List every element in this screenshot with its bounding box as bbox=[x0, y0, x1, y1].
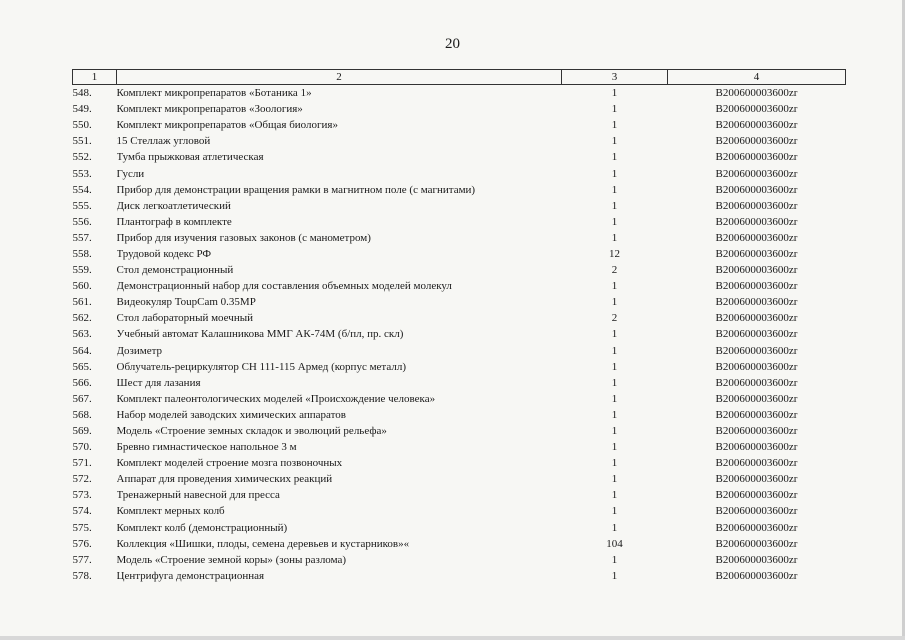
item-code: B200600003600zr bbox=[715, 505, 798, 518]
item-quantity: 1 bbox=[611, 473, 618, 486]
item-code: B200600003600zr bbox=[715, 425, 798, 438]
scan-bottom-edge bbox=[0, 636, 905, 640]
row-number: 551. bbox=[72, 135, 92, 148]
row-number: 559. bbox=[72, 264, 92, 277]
table-row bbox=[73, 149, 846, 165]
row-number: 557. bbox=[72, 231, 92, 244]
item-name: Тумба прыжковая атлетическая bbox=[116, 151, 264, 164]
table-row bbox=[73, 133, 846, 149]
item-name: Аппарат для проведения химических реакций bbox=[116, 473, 333, 486]
item-code: B200600003600zr bbox=[715, 328, 798, 341]
table-row bbox=[73, 278, 846, 294]
table-row bbox=[73, 359, 846, 375]
item-name: Гусли bbox=[116, 167, 145, 180]
item-quantity: 2 bbox=[611, 312, 618, 325]
column-header-quantity: 3 bbox=[562, 70, 668, 85]
item-name: Комплект микропрепаратов «Общая биология» bbox=[116, 119, 338, 132]
table-row bbox=[73, 471, 846, 487]
item-name: Прибор для изучения газовых законов (с манометром) bbox=[116, 231, 371, 244]
item-name: Бревно гимнастическое напольное 3 м bbox=[116, 441, 297, 454]
table-row bbox=[73, 262, 846, 278]
row-number: 549. bbox=[72, 103, 92, 116]
item-code: B200600003600zr bbox=[715, 167, 798, 180]
item-code: B200600003600zr bbox=[715, 296, 798, 309]
item-code: B200600003600zr bbox=[715, 103, 798, 116]
table-header bbox=[73, 70, 846, 85]
table-body bbox=[73, 85, 846, 584]
item-name: Видеокуляр ToupCam 0.35MP bbox=[116, 296, 256, 309]
item-quantity: 1 bbox=[611, 360, 618, 373]
item-name: Облучатель-рециркулятор СН 111-115 Армед (корпус металл) bbox=[116, 360, 406, 373]
item-name: Стол лабораторный моечный bbox=[116, 312, 253, 325]
header-row bbox=[73, 70, 846, 85]
row-number: 577. bbox=[72, 553, 92, 566]
item-quantity: 1 bbox=[611, 87, 618, 100]
item-quantity: 1 bbox=[611, 489, 618, 502]
table-row bbox=[73, 165, 846, 181]
item-quantity: 1 bbox=[611, 231, 618, 244]
table-row bbox=[73, 391, 846, 407]
table-row bbox=[73, 407, 846, 423]
item-code: B200600003600zr bbox=[715, 537, 798, 550]
item-name: Модель «Строение земных складок и эволюций рельефа» bbox=[116, 425, 387, 438]
row-number: 567. bbox=[72, 392, 92, 405]
item-quantity: 1 bbox=[611, 457, 618, 470]
item-code: B200600003600zr bbox=[715, 489, 798, 502]
row-number: 548. bbox=[72, 87, 92, 100]
item-code: B200600003600zr bbox=[715, 344, 798, 357]
item-quantity: 1 bbox=[611, 183, 618, 196]
item-quantity: 1 bbox=[611, 425, 618, 438]
row-number: 553. bbox=[72, 167, 92, 180]
item-name: Комплект микропрепаратов «Ботаника 1» bbox=[116, 87, 312, 100]
table-row bbox=[73, 536, 846, 552]
item-quantity: 1 bbox=[611, 167, 618, 180]
item-quantity: 1 bbox=[611, 553, 618, 566]
item-code: B200600003600zr bbox=[715, 183, 798, 196]
table-row bbox=[73, 294, 846, 310]
table-row bbox=[73, 568, 846, 584]
table-row bbox=[73, 552, 846, 568]
item-code: B200600003600zr bbox=[715, 312, 798, 325]
item-quantity: 1 bbox=[611, 441, 618, 454]
column-header-number: 1 bbox=[73, 70, 117, 85]
table-row bbox=[73, 101, 846, 117]
row-number: 558. bbox=[72, 247, 92, 260]
row-number: 555. bbox=[72, 199, 92, 212]
column-header-code: 4 bbox=[668, 70, 846, 85]
row-number: 561. bbox=[72, 296, 92, 309]
table-row bbox=[73, 85, 846, 102]
row-number: 550. bbox=[72, 119, 92, 132]
table-row bbox=[73, 439, 846, 455]
item-quantity: 1 bbox=[611, 296, 618, 309]
item-code: B200600003600zr bbox=[715, 473, 798, 486]
item-code: B200600003600zr bbox=[715, 360, 798, 373]
item-quantity: 1 bbox=[611, 392, 618, 405]
table-row bbox=[73, 503, 846, 519]
item-code: B200600003600zr bbox=[715, 199, 798, 212]
row-number: 571. bbox=[72, 457, 92, 470]
item-code: B200600003600zr bbox=[715, 521, 798, 534]
item-name: Набор моделей заводских химических аппаратов bbox=[116, 408, 346, 421]
row-number: 578. bbox=[72, 569, 92, 582]
table-row bbox=[73, 487, 846, 503]
row-number: 565. bbox=[72, 360, 92, 373]
item-code: B200600003600zr bbox=[715, 264, 798, 277]
item-code: B200600003600zr bbox=[715, 119, 798, 132]
row-number: 568. bbox=[72, 408, 92, 421]
item-code: B200600003600zr bbox=[715, 553, 798, 566]
item-quantity: 1 bbox=[611, 408, 618, 421]
item-name: Стол демонстрационный bbox=[116, 264, 234, 277]
row-number: 554. bbox=[72, 183, 92, 196]
table-row bbox=[73, 310, 846, 326]
item-quantity: 1 bbox=[611, 103, 618, 116]
item-code: B200600003600zr bbox=[715, 247, 798, 260]
table-row bbox=[73, 375, 846, 391]
page-number: 20 bbox=[445, 36, 460, 52]
item-name: Комплект мерных колб bbox=[116, 505, 225, 518]
item-code: B200600003600zr bbox=[715, 441, 798, 454]
inventory-table bbox=[72, 69, 846, 584]
table-row bbox=[73, 214, 846, 230]
row-number: 576. bbox=[72, 537, 92, 550]
item-quantity: 1 bbox=[611, 521, 618, 534]
row-number: 560. bbox=[72, 280, 92, 293]
item-name: Диск легкоатлетический bbox=[116, 199, 231, 212]
item-name: Комплект палеонтологических моделей «Происхождение человека» bbox=[116, 392, 436, 405]
row-number: 573. bbox=[72, 489, 92, 502]
item-quantity: 1 bbox=[611, 505, 618, 518]
row-number: 574. bbox=[72, 505, 92, 518]
item-code: B200600003600zr bbox=[715, 376, 798, 389]
item-quantity: 1 bbox=[611, 376, 618, 389]
item-code: B200600003600zr bbox=[715, 569, 798, 582]
item-name: Прибор для демонстрации вращения рамки в магнитном поле (с магнитами) bbox=[116, 183, 476, 196]
table-row bbox=[73, 455, 846, 471]
item-name: Комплект микропрепаратов «Зоология» bbox=[116, 103, 303, 116]
item-quantity: 104 bbox=[606, 537, 623, 550]
table-row bbox=[73, 198, 846, 214]
table-row bbox=[73, 182, 846, 198]
item-quantity: 1 bbox=[611, 280, 618, 293]
item-code: B200600003600zr bbox=[715, 392, 798, 405]
item-code: B200600003600zr bbox=[715, 457, 798, 470]
item-code: B200600003600zr bbox=[715, 408, 798, 421]
item-code: B200600003600zr bbox=[715, 280, 798, 293]
table-row bbox=[73, 117, 846, 133]
item-code: B200600003600zr bbox=[715, 135, 798, 148]
item-name: Дозиметр bbox=[116, 344, 163, 357]
item-quantity: 1 bbox=[611, 215, 618, 228]
row-number: 570. bbox=[72, 441, 92, 454]
item-quantity: 1 bbox=[611, 135, 618, 148]
table-row bbox=[73, 246, 846, 262]
item-code: B200600003600zr bbox=[715, 215, 798, 228]
item-quantity: 1 bbox=[611, 344, 618, 357]
item-code: B200600003600zr bbox=[715, 231, 798, 244]
item-code: B200600003600zr bbox=[715, 87, 798, 100]
table-row bbox=[73, 326, 846, 342]
row-number: 562. bbox=[72, 312, 92, 325]
item-quantity: 1 bbox=[611, 199, 618, 212]
item-name: 15 Стеллаж угловой bbox=[116, 135, 211, 148]
item-name: Плантограф в комплекте bbox=[116, 215, 232, 228]
table-row bbox=[73, 230, 846, 246]
item-name: Трудовой кодекс РФ bbox=[116, 247, 212, 260]
item-quantity: 1 bbox=[611, 569, 618, 582]
row-number: 564. bbox=[72, 344, 92, 357]
item-name: Модель «Строение земной коры» (зоны разлома) bbox=[116, 553, 347, 566]
item-name: Комплект моделей строение мозга позвоночных bbox=[116, 457, 343, 470]
item-code: B200600003600zr bbox=[715, 151, 798, 164]
item-quantity: 1 bbox=[611, 119, 618, 132]
item-quantity: 1 bbox=[611, 151, 618, 164]
row-number: 552. bbox=[72, 151, 92, 164]
item-name: Тренажерный навесной для пресса bbox=[116, 489, 280, 502]
table-row bbox=[73, 520, 846, 536]
item-name: Коллекция «Шишки, плоды, семена деревьев и кустарников»« bbox=[116, 537, 410, 550]
row-number: 566. bbox=[72, 376, 92, 389]
column-header-name: 2 bbox=[117, 70, 562, 85]
row-number: 572. bbox=[72, 473, 92, 486]
item-quantity: 2 bbox=[611, 264, 618, 277]
item-name: Центрифуга демонстрационная bbox=[116, 569, 265, 582]
row-number: 569. bbox=[72, 425, 92, 438]
row-number: 563. bbox=[72, 328, 92, 341]
table-row bbox=[73, 423, 846, 439]
item-name: Шест для лазания bbox=[116, 376, 201, 389]
table-row bbox=[73, 343, 846, 359]
item-name: Комплект колб (демонстрационный) bbox=[116, 521, 288, 534]
row-number: 556. bbox=[72, 215, 92, 228]
item-quantity: 1 bbox=[611, 328, 618, 341]
row-number: 575. bbox=[72, 521, 92, 534]
item-quantity: 12 bbox=[609, 247, 620, 260]
item-name: Учебный автомат Калашникова ММГ АК-74М (б/пл, пр. скл) bbox=[116, 328, 404, 341]
item-name: Демонстрационный набор для составления объемных моделей молекул bbox=[116, 280, 452, 293]
